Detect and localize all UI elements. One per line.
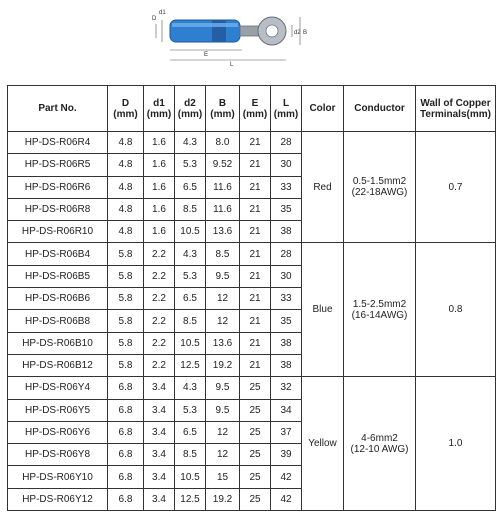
dimension-cell: 38 bbox=[271, 354, 302, 376]
conductor-line: (16-14AWG) bbox=[351, 309, 408, 321]
header-d2-unit: (mm) bbox=[177, 108, 203, 120]
header-d1 bbox=[144, 86, 175, 132]
header-d1-name: d1 bbox=[153, 97, 165, 109]
D-label: D bbox=[152, 16, 157, 22]
dimension-cell: 6.8 bbox=[108, 466, 144, 488]
dimension-cell: 25 bbox=[240, 444, 271, 466]
conductor-cell bbox=[344, 377, 416, 511]
dimension-cell: 10.5 bbox=[175, 221, 206, 243]
terminal-ring-hole bbox=[266, 25, 278, 37]
dimension-cell: 21 bbox=[240, 265, 271, 287]
dimension-cell: 3.4 bbox=[144, 421, 175, 443]
dimension-cell: 35 bbox=[271, 198, 302, 220]
dimension-cell: 12 bbox=[206, 288, 240, 310]
header-B bbox=[206, 86, 240, 132]
header-row bbox=[8, 86, 496, 132]
dimension-cell: 6.8 bbox=[108, 377, 144, 399]
dimension-cell: 2.2 bbox=[144, 288, 175, 310]
L-label: L bbox=[230, 62, 234, 68]
dimension-cell: 4.8 bbox=[108, 221, 144, 243]
E-label: E bbox=[204, 52, 209, 58]
header-d2 bbox=[175, 86, 206, 132]
header-L bbox=[271, 86, 302, 132]
dimension-cell: 4.3 bbox=[175, 132, 206, 154]
dimension-cell: 15 bbox=[206, 466, 240, 488]
dimension-cell: 21 bbox=[240, 288, 271, 310]
dimension-cell: 4.8 bbox=[108, 154, 144, 176]
dimension-cell: 6.5 bbox=[175, 421, 206, 443]
dimension-cell: 30 bbox=[271, 154, 302, 176]
wall-thickness-cell: 0.8 bbox=[416, 243, 496, 377]
header-part-no: Part No. bbox=[8, 86, 108, 132]
dimension-cell: 8.5 bbox=[175, 444, 206, 466]
part-number-cell: HP-DS-R06Y8 bbox=[8, 444, 108, 466]
header-E bbox=[240, 86, 271, 132]
dimension-cell: 9.52 bbox=[206, 154, 240, 176]
part-number-cell: HP-DS-R06B10 bbox=[8, 332, 108, 354]
dimension-cell: 19.2 bbox=[206, 354, 240, 376]
dimension-cell: 4.3 bbox=[175, 377, 206, 399]
header-d2-name: d2 bbox=[184, 97, 196, 109]
header-wall-line2: Terminals(mm) bbox=[420, 108, 491, 120]
dimension-cell: 6.8 bbox=[108, 444, 144, 466]
dimension-cell: 21 bbox=[240, 354, 271, 376]
dimension-cell: 25 bbox=[240, 421, 271, 443]
spec-table bbox=[7, 85, 496, 511]
dimension-cell: 8.0 bbox=[206, 132, 240, 154]
part-number-cell: HP-DS-R06Y5 bbox=[8, 399, 108, 421]
dimension-cell: 4.3 bbox=[175, 243, 206, 265]
dimension-cell: 5.3 bbox=[175, 154, 206, 176]
header-L-name: L bbox=[282, 97, 290, 109]
dimension-cell: 37 bbox=[271, 421, 302, 443]
color-cell: Blue bbox=[302, 243, 344, 377]
dimension-cell: 25 bbox=[240, 466, 271, 488]
dimension-cell: 39 bbox=[271, 444, 302, 466]
part-number-cell: HP-DS-R06B4 bbox=[8, 243, 108, 265]
part-number-cell: HP-DS-R06B8 bbox=[8, 310, 108, 332]
dimension-cell: 9.5 bbox=[206, 399, 240, 421]
dimension-cell: 42 bbox=[271, 488, 302, 510]
dimension-cell: 28 bbox=[271, 132, 302, 154]
d1-label: d1 bbox=[159, 10, 166, 16]
dimension-cell: 42 bbox=[271, 466, 302, 488]
header-wall bbox=[416, 86, 496, 132]
dimension-cell: 12.5 bbox=[175, 354, 206, 376]
dimension-cell: 11.6 bbox=[206, 176, 240, 198]
conductor-cell bbox=[344, 243, 416, 377]
dimension-cell: 6.8 bbox=[108, 399, 144, 421]
dimension-cell: 13.6 bbox=[206, 221, 240, 243]
dimension-cell: 4.8 bbox=[108, 176, 144, 198]
dimension-cell: 1.6 bbox=[144, 154, 175, 176]
dimension-cell: 3.4 bbox=[144, 466, 175, 488]
dimension-cell: 5.8 bbox=[108, 265, 144, 287]
part-number-cell: HP-DS-R06B12 bbox=[8, 354, 108, 376]
dimension-cell: 6.5 bbox=[175, 288, 206, 310]
dimension-cell: 8.5 bbox=[175, 310, 206, 332]
part-number-cell: HP-DS-R06Y12 bbox=[8, 488, 108, 510]
header-D-name: D bbox=[121, 97, 130, 109]
header-B-name: B bbox=[218, 97, 227, 109]
dimension-cell: 6.8 bbox=[108, 421, 144, 443]
dimension-cell: 21 bbox=[240, 310, 271, 332]
dimension-cell: 3.4 bbox=[144, 444, 175, 466]
dimension-cell: 10.5 bbox=[175, 332, 206, 354]
part-number-cell: HP-DS-R06B5 bbox=[8, 265, 108, 287]
dimension-cell: 3.4 bbox=[144, 399, 175, 421]
dimension-cell: 34 bbox=[271, 399, 302, 421]
dimension-cell: 8.5 bbox=[206, 243, 240, 265]
dimension-cell: 5.8 bbox=[108, 243, 144, 265]
dimension-cell: 2.2 bbox=[144, 265, 175, 287]
part-number-cell: HP-DS-R06Y4 bbox=[8, 377, 108, 399]
header-D-unit: (mm) bbox=[113, 108, 138, 120]
conductor-line: 4-6mm2 bbox=[361, 432, 398, 444]
part-number-cell: HP-DS-R06Y10 bbox=[8, 466, 108, 488]
dimension-cell: 9.5 bbox=[206, 265, 240, 287]
dimension-cell: 21 bbox=[240, 332, 271, 354]
dimension-cell: 3.4 bbox=[144, 377, 175, 399]
dimension-cell: 32 bbox=[271, 377, 302, 399]
dimension-cell: 1.6 bbox=[144, 198, 175, 220]
terminal-neck bbox=[240, 26, 260, 36]
table-row bbox=[8, 377, 496, 399]
dimension-cell: 4.8 bbox=[108, 198, 144, 220]
header-E-name: E bbox=[251, 97, 259, 109]
part-number-cell: HP-DS-R06B6 bbox=[8, 288, 108, 310]
dimension-cell: 10.5 bbox=[175, 466, 206, 488]
part-number-cell: HP-DS-R06R8 bbox=[8, 198, 108, 220]
header-d1-unit: (mm) bbox=[146, 108, 172, 120]
dimension-cell: 1.6 bbox=[144, 132, 175, 154]
dimension-cell: 13.6 bbox=[206, 332, 240, 354]
header-B-unit: (mm) bbox=[210, 108, 235, 120]
dimension-cell: 28 bbox=[271, 243, 302, 265]
dimension-cell: 3.4 bbox=[144, 488, 175, 510]
sleeve-highlight bbox=[172, 23, 238, 27]
B-label: B bbox=[303, 30, 308, 36]
dimension-cell: 21 bbox=[240, 221, 271, 243]
conductor-line: (12-10 AWG) bbox=[350, 443, 409, 455]
dimension-cell: 11.6 bbox=[206, 198, 240, 220]
terminal-diagram bbox=[150, 0, 340, 68]
dimension-cell: 12 bbox=[206, 310, 240, 332]
dimension-cell: 12 bbox=[206, 421, 240, 443]
dimension-cell: 1.6 bbox=[144, 176, 175, 198]
part-number-cell: HP-DS-R06R5 bbox=[8, 154, 108, 176]
dimension-cell: 6.5 bbox=[175, 176, 206, 198]
dimension-cell: 5.8 bbox=[108, 310, 144, 332]
dimension-cell: 2.2 bbox=[144, 310, 175, 332]
dimension-cell: 25 bbox=[240, 488, 271, 510]
dimension-cell: 21 bbox=[240, 198, 271, 220]
dimension-cell: 4.8 bbox=[108, 132, 144, 154]
dimension-cell: 21 bbox=[240, 154, 271, 176]
dimension-cell: 35 bbox=[271, 310, 302, 332]
table-row bbox=[8, 243, 496, 265]
part-number-cell: HP-DS-R06Y6 bbox=[8, 421, 108, 443]
header-wall-line1: Wall of Copper bbox=[420, 97, 491, 109]
dimension-cell: 30 bbox=[271, 265, 302, 287]
header-conductor: Conductor bbox=[344, 86, 416, 132]
wall-thickness-cell: 1.0 bbox=[416, 377, 496, 511]
dimension-cell: 6.8 bbox=[108, 488, 144, 510]
color-cell: Yellow bbox=[302, 377, 344, 511]
dimension-cell: 38 bbox=[271, 332, 302, 354]
dimension-cell: 8.5 bbox=[175, 198, 206, 220]
dimension-cell: 5.8 bbox=[108, 332, 144, 354]
header-color: Color bbox=[302, 86, 344, 132]
dimension-cell: 5.8 bbox=[108, 354, 144, 376]
dimension-cell: 25 bbox=[240, 399, 271, 421]
dimension-cell: 9.5 bbox=[206, 377, 240, 399]
dimension-cell: 12.5 bbox=[175, 488, 206, 510]
dimension-cell: 19.2 bbox=[206, 488, 240, 510]
table-row bbox=[8, 132, 496, 154]
dimension-cell: 21 bbox=[240, 243, 271, 265]
header-E-unit: (mm) bbox=[242, 108, 268, 120]
dimension-cell: 5.8 bbox=[108, 288, 144, 310]
dimension-cell: 2.2 bbox=[144, 354, 175, 376]
conductor-line: (22-18AWG) bbox=[351, 187, 408, 199]
wall-thickness-cell: 0.7 bbox=[416, 132, 496, 243]
dimension-cell: 1.6 bbox=[144, 221, 175, 243]
dimension-cell: 38 bbox=[271, 221, 302, 243]
dimension-cell: 33 bbox=[271, 176, 302, 198]
dimension-cell: 21 bbox=[240, 176, 271, 198]
dimension-cell: 5.3 bbox=[175, 399, 206, 421]
dimension-cell: 5.3 bbox=[175, 265, 206, 287]
dimension-cell: 25 bbox=[240, 377, 271, 399]
header-L-unit: (mm) bbox=[273, 108, 299, 120]
conductor-cell bbox=[344, 132, 416, 243]
dimension-cell: 21 bbox=[240, 132, 271, 154]
dimension-cell: 2.2 bbox=[144, 332, 175, 354]
part-number-cell: HP-DS-R06R6 bbox=[8, 176, 108, 198]
part-number-cell: HP-DS-R06R10 bbox=[8, 221, 108, 243]
dimension-cell: 33 bbox=[271, 288, 302, 310]
header-D bbox=[108, 86, 144, 132]
spec-table-body bbox=[8, 132, 496, 511]
dimension-cell: 12 bbox=[206, 444, 240, 466]
color-cell: Red bbox=[302, 132, 344, 243]
dimension-cell: 2.2 bbox=[144, 243, 175, 265]
part-number-cell: HP-DS-R06R4 bbox=[8, 132, 108, 154]
d2-label: d2 bbox=[294, 30, 301, 36]
conductor-line: 1.5-2.5mm2 bbox=[352, 298, 407, 310]
conductor-line: 0.5-1.5mm2 bbox=[352, 176, 407, 188]
